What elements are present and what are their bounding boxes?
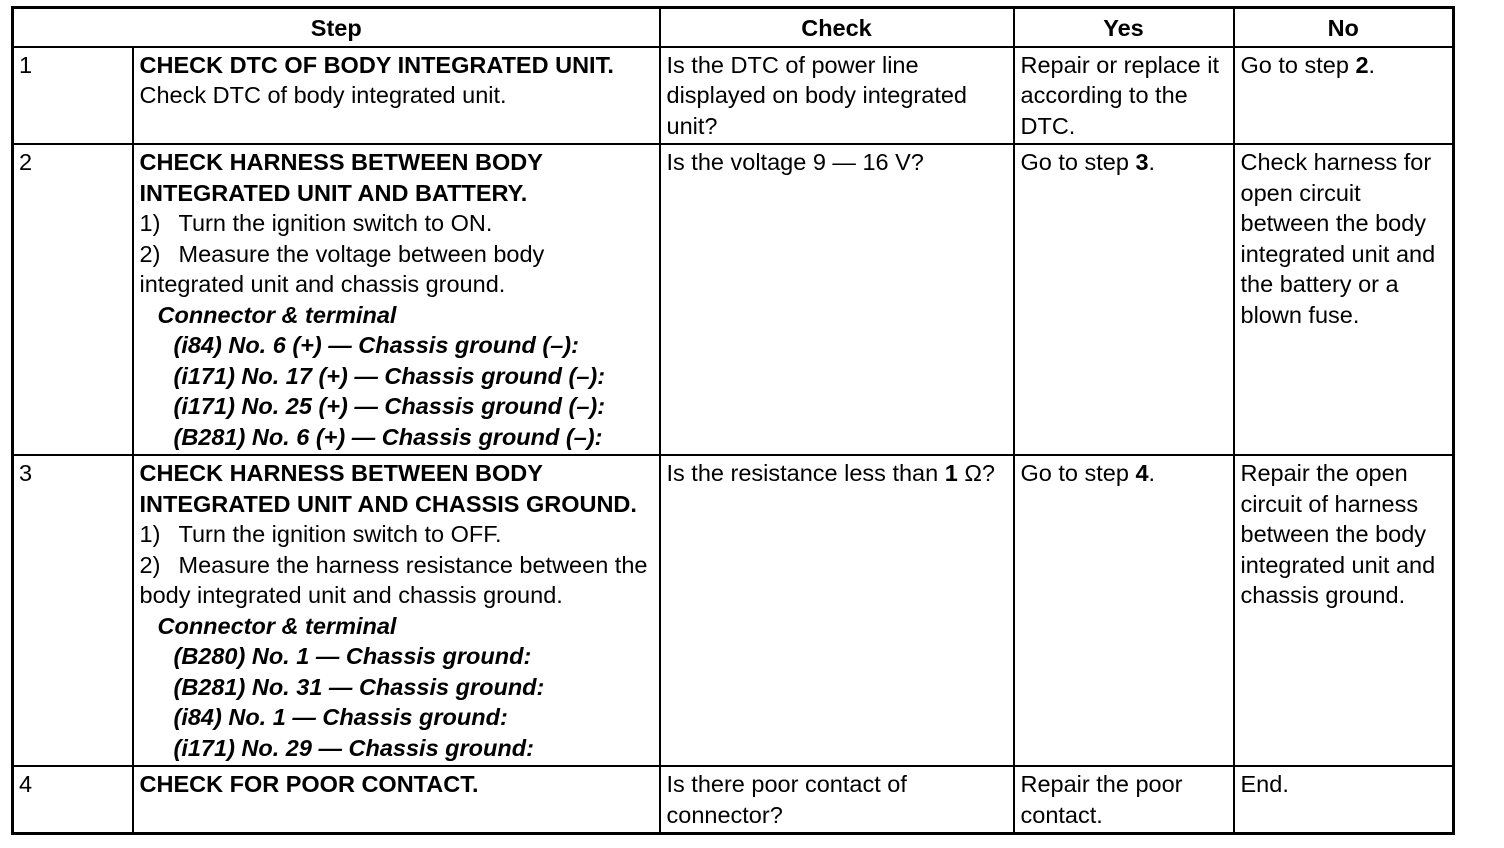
step-description: Check DTC of body integrated unit. xyxy=(139,82,507,108)
substep-label: 1) xyxy=(139,210,161,236)
step-number: 1 xyxy=(13,47,133,145)
step-substep xyxy=(140,208,653,239)
check-cell: Is there poor contact of connector? xyxy=(660,766,1014,834)
step-title: CHECK HARNESS BETWEEN BODY INTEGRATED UNIT AND BATTERY. xyxy=(139,149,543,206)
check-value: 1 xyxy=(944,460,958,486)
connector-terminal-item: (B281) No. 6 (+) — Chassis ground (–): xyxy=(173,423,603,450)
table-row xyxy=(13,766,1454,834)
no-cell xyxy=(1234,47,1454,145)
substep-text: Measure the harness resistance between the body integrated unit and chassis ground. xyxy=(139,551,648,608)
connector-terminal-item: (i84) No. 6 (+) — Chassis ground (–): xyxy=(173,332,579,358)
substep-text: Measure the voltage between body integrated unit and chassis ground. xyxy=(139,240,545,297)
yes-text: Go to step xyxy=(1020,460,1136,486)
connector-terminal-title: Connector & terminal xyxy=(157,301,397,328)
yes-text: Go to step xyxy=(1020,149,1136,175)
step-cell xyxy=(133,47,660,145)
yes-step-ref: 3 xyxy=(1135,149,1149,175)
step-title: CHECK DTC OF BODY INTEGRATED UNIT. xyxy=(139,51,614,78)
connector-terminal-item: (B281) No. 31 — Chassis ground: xyxy=(173,673,545,700)
check-cell: Is the DTC of power line displayed on body integrated unit? xyxy=(660,47,1014,145)
header-step: Step xyxy=(13,8,660,47)
connector-terminal-title: Connector & terminal xyxy=(157,612,397,639)
header-check: Check xyxy=(660,8,1014,47)
step-title: CHECK FOR POOR CONTACT. xyxy=(139,771,479,797)
table-row xyxy=(13,144,1454,455)
yes-suffix: . xyxy=(1148,149,1156,175)
header-yes: Yes xyxy=(1014,8,1234,47)
connector-terminal-item: (i171) No. 25 (+) — Chassis ground (–): xyxy=(173,393,606,419)
header-no: No xyxy=(1234,8,1454,47)
step-number: 2 xyxy=(13,144,133,455)
step-substep xyxy=(140,519,653,550)
no-cell: Check harness for open circuit between the body integrated unit and the battery or a blown fuse. xyxy=(1234,144,1454,455)
connector-terminal-item: (i171) No. 17 (+) — Chassis ground (–): xyxy=(173,362,606,389)
step-substep xyxy=(140,550,653,611)
yes-cell: Repair or replace it according to the DTC. xyxy=(1014,47,1234,145)
step-substep xyxy=(140,239,653,300)
check-text: Is the resistance less than xyxy=(666,460,945,486)
no-step-ref: 2 xyxy=(1355,51,1369,78)
step-title: CHECK HARNESS BETWEEN BODY INTEGRATED UNIT AND CHASSIS GROUND. xyxy=(139,460,637,517)
check-suffix: Ω? xyxy=(957,460,995,486)
step-number: 3 xyxy=(13,455,133,766)
no-cell: Repair the open circuit of harness between the body integrated unit and chassis ground. xyxy=(1234,455,1454,766)
substep-text: Turn the ignition switch to OFF. xyxy=(178,521,502,547)
table-row xyxy=(13,47,1454,145)
substep-label: 2) xyxy=(139,240,161,267)
check-cell: Is the voltage 9 — 16 V? xyxy=(660,144,1014,455)
connector-terminal-item: (B280) No. 1 — Chassis ground: xyxy=(173,643,532,669)
table-row xyxy=(13,455,1454,766)
yes-cell: Repair the poor contact. xyxy=(1014,766,1234,834)
yes-step-ref: 4 xyxy=(1135,460,1149,486)
substep-label: 1) xyxy=(139,521,161,547)
yes-cell xyxy=(1014,455,1234,766)
no-cell: End. xyxy=(1234,766,1454,834)
connector-terminal-item: (i84) No. 1 — Chassis ground: xyxy=(173,704,508,730)
connector-terminal-item: (i171) No. 29 — Chassis ground: xyxy=(173,734,534,761)
substep-text: Turn the ignition switch to ON. xyxy=(178,210,493,236)
yes-suffix: . xyxy=(1148,460,1156,486)
step-cell xyxy=(133,144,660,455)
no-suffix: . xyxy=(1368,51,1376,78)
substep-label: 2) xyxy=(139,551,161,578)
step-cell xyxy=(133,455,660,766)
check-cell xyxy=(660,455,1014,766)
step-cell xyxy=(133,766,660,834)
step-number: 4 xyxy=(13,766,133,834)
no-text: Go to step xyxy=(1240,51,1356,78)
diagnostic-procedure-table xyxy=(11,6,1455,835)
yes-cell xyxy=(1014,144,1234,455)
header-row xyxy=(13,8,1454,47)
